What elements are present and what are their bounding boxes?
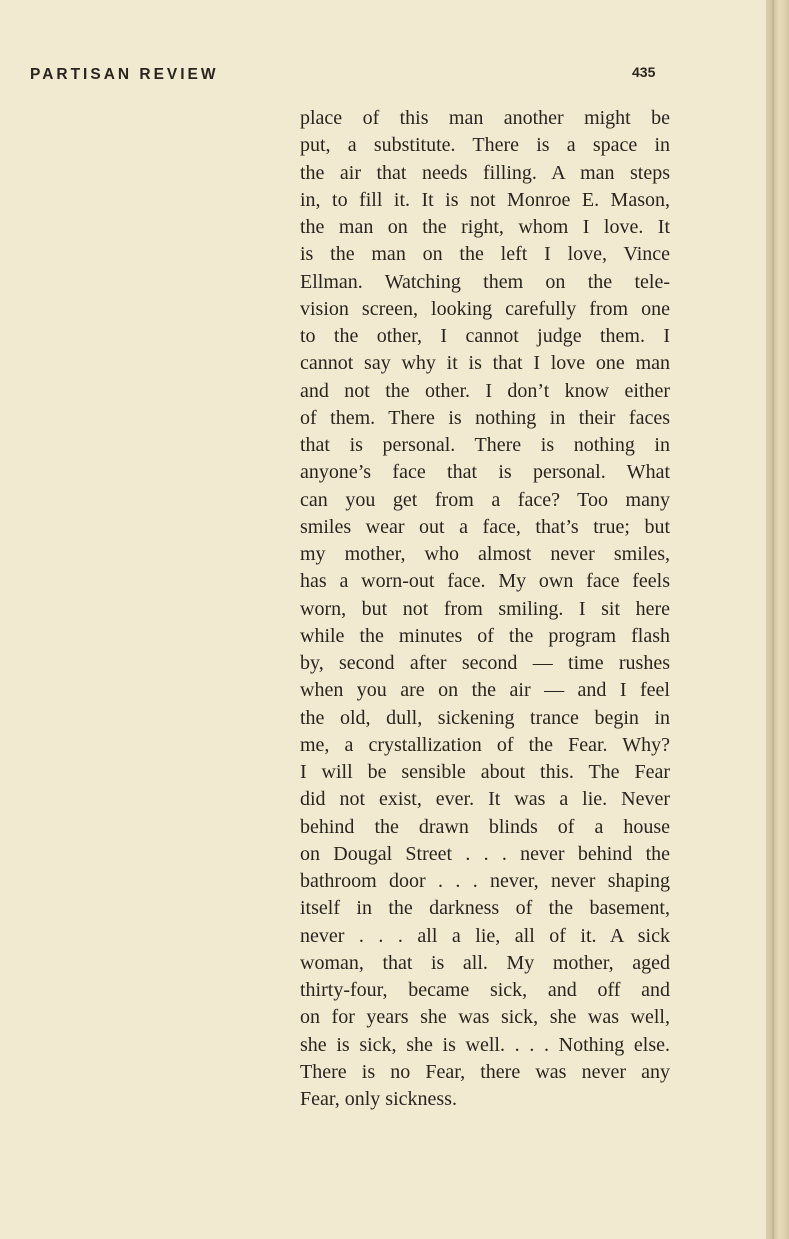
- text-line: of them. There is nothing in their faces: [300, 406, 670, 429]
- page-number: 435: [632, 64, 656, 80]
- text-line: to the other, I cannot judge them. I: [300, 325, 670, 347]
- text-line: There is no Fear, there was never any: [300, 1060, 670, 1083]
- text-line: woman, that is all. My mother, aged: [300, 951, 670, 974]
- text-line: worn, but not from smiling. I sit here: [300, 597, 670, 620]
- text-line: when you are on the air — and I feel: [300, 679, 670, 702]
- text-line: anyone’s face that is personal. What: [300, 461, 670, 484]
- text-line: smiles wear out a face, that’s true; but: [300, 515, 670, 538]
- text-line: itself in the darkness of the basement,: [300, 897, 670, 920]
- text-line: on for years she was sick, she was well,: [300, 1006, 670, 1029]
- text-line: in, to fill it. It is not Monroe E. Mason,: [300, 188, 670, 211]
- text-line: while the minutes of the program flash: [300, 624, 670, 647]
- text-line: me, a crystallization of the Fear. Why?: [300, 733, 670, 756]
- text-line: the man on the right, whom I love. It: [300, 216, 670, 238]
- text-line: vision screen, looking carefully from one: [300, 297, 670, 320]
- text-line: on Dougal Street . . . never behind the: [300, 842, 670, 865]
- text-line: that is personal. There is nothing in: [300, 434, 670, 456]
- text-line: by, second after second — time rushes: [300, 652, 670, 674]
- text-line: and not the other. I don’t know either: [300, 379, 670, 402]
- text-line: put, a substitute. There is a space in: [300, 134, 670, 157]
- text-line: never . . . all a lie, all of it. A sick: [300, 924, 670, 947]
- page-edge: [766, 0, 789, 1239]
- text-line: cannot say why it is that I love one man: [300, 352, 670, 375]
- text-line: has a worn-out face. My own face feels: [300, 570, 670, 593]
- text-line: the air that needs filling. A man steps: [300, 161, 670, 184]
- running-head: PARTISAN REVIEW: [30, 66, 219, 83]
- text-line: bathroom door . . . never, never shaping: [300, 870, 670, 892]
- text-line: my mother, who almost never smiles,: [300, 543, 670, 565]
- text-line: thirty-four, became sick, and off and: [300, 979, 670, 1001]
- text-line: I will be sensible about this. The Fear: [300, 761, 670, 783]
- text-line: Ellman. Watching them on the tele-: [300, 270, 670, 293]
- text-line: can you get from a face? Too many: [300, 488, 670, 511]
- body-text: [300, 105, 670, 1113]
- text-line: place of this man another might be: [300, 107, 670, 129]
- text-line: she is sick, she is well. . . . Nothing else.: [300, 1033, 670, 1056]
- text-line: behind the drawn blinds of a house: [300, 815, 670, 838]
- text-line: Fear, only sickness.: [300, 1088, 457, 1110]
- text-line: did not exist, ever. It was a lie. Never: [300, 788, 670, 811]
- text-line: the old, dull, sickening trance begin in: [300, 706, 670, 729]
- text-line: is the man on the left I love, Vince: [300, 243, 670, 266]
